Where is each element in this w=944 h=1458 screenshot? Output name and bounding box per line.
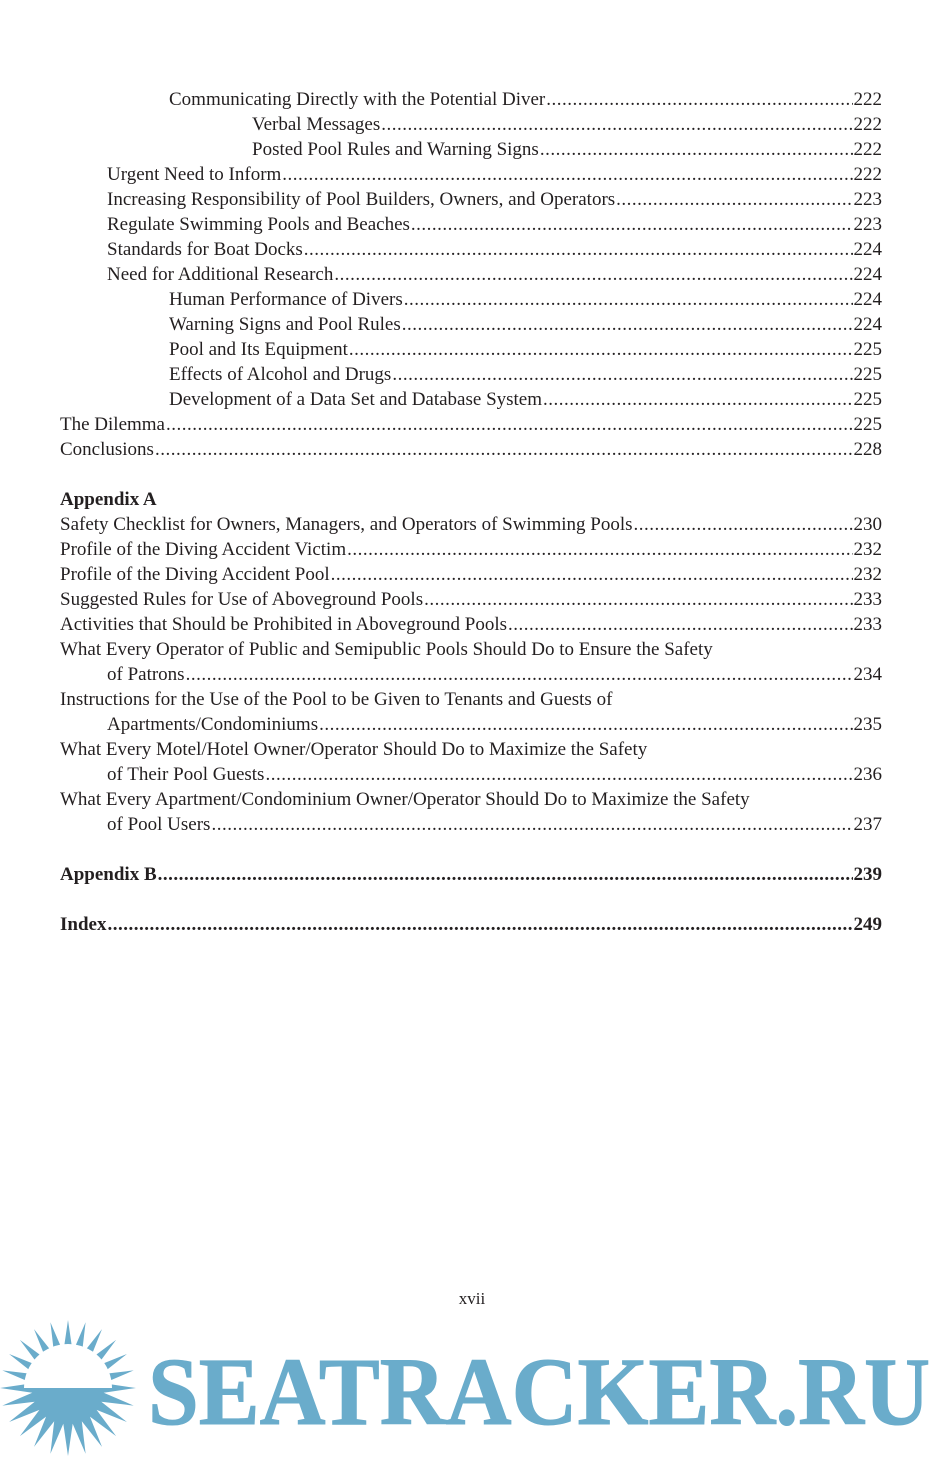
- dot-leader: [402, 312, 853, 337]
- toc-entry-title: Appendix A: [60, 489, 157, 510]
- toc-entry-page: 237: [853, 814, 882, 835]
- toc-entry[interactable]: [0, 637, 882, 662]
- toc-entry[interactable]: [0, 137, 882, 162]
- toc-entry[interactable]: [0, 612, 882, 637]
- watermark-logo: [0, 1318, 944, 1458]
- toc-entry[interactable]: [0, 487, 882, 512]
- toc-entry[interactable]: [0, 412, 882, 437]
- toc-entry[interactable]: [0, 262, 882, 287]
- dot-leader: [349, 337, 853, 362]
- toc-entry[interactable]: [0, 212, 882, 237]
- toc-entry-page: 224: [853, 289, 882, 310]
- dot-leader: [282, 162, 852, 187]
- dot-leader: [166, 412, 853, 437]
- dot-leader: [540, 137, 853, 162]
- dot-leader: [411, 212, 853, 237]
- watermark-text: SEATRACKER.RU: [148, 1338, 930, 1445]
- toc-entry-title: What Every Apartment/Condominium Owner/Operator Should Do to Maximize the Safety: [60, 789, 750, 810]
- toc-entry[interactable]: [0, 862, 882, 887]
- toc-entry-title: Need for Additional Research: [107, 264, 334, 285]
- toc-entry-title: Posted Pool Rules and Warning Signs: [252, 139, 539, 160]
- toc-entry-page: 224: [853, 264, 882, 285]
- toc-entry-title: Index: [60, 914, 107, 935]
- toc-entry[interactable]: [0, 87, 882, 112]
- toc-entry[interactable]: [0, 437, 882, 462]
- toc-entry-title: Warning Signs and Pool Rules: [169, 314, 401, 335]
- toc-entry[interactable]: [0, 687, 882, 712]
- toc-entry[interactable]: [0, 662, 882, 687]
- toc-entry-page: 223: [853, 214, 882, 235]
- toc-entry-page: 222: [853, 164, 882, 185]
- toc-entry-title: The Dilemma: [60, 414, 165, 435]
- toc-entry[interactable]: [0, 762, 882, 787]
- dot-leader: [319, 712, 852, 737]
- toc-entry-page: 228: [853, 439, 882, 460]
- toc-entry-title: of Their Pool Guests: [107, 764, 265, 785]
- toc-entry-page: 222: [853, 114, 882, 135]
- dot-leader: [392, 362, 852, 387]
- dot-leader: [634, 512, 853, 537]
- toc-entry-page: 239: [853, 864, 882, 885]
- toc-entry-title: Appendix B: [60, 864, 157, 885]
- toc-entry[interactable]: [0, 312, 882, 337]
- toc-entry[interactable]: [0, 187, 882, 212]
- dot-leader: [107, 912, 852, 937]
- toc-entry-page: 232: [853, 539, 882, 560]
- toc-entry[interactable]: [0, 812, 882, 837]
- dot-leader: [158, 862, 853, 887]
- toc-entry-page: 225: [853, 339, 882, 360]
- dot-leader: [543, 387, 852, 412]
- dot-leader: [616, 187, 852, 212]
- toc-entry-page: 249: [853, 914, 882, 935]
- dot-leader: [304, 237, 853, 262]
- toc-entry-title: Profile of the Diving Accident Victim: [60, 539, 347, 560]
- toc-entry[interactable]: [0, 287, 882, 312]
- toc-entry-title: Urgent Need to Inform: [107, 164, 282, 185]
- dot-leader: [347, 537, 852, 562]
- toc-entry-title: Activities that Should be Prohibited in Aboveground Pools: [60, 614, 508, 635]
- toc-entry-title: Human Performance of Divers: [169, 289, 403, 310]
- toc-entry-page: 232: [853, 564, 882, 585]
- toc-entry-title: of Pool Users: [107, 814, 211, 835]
- toc-entry-title: Instructions for the Use of the Pool to be Given to Tenants and Guests of: [60, 689, 613, 710]
- page-number: xvii: [458, 1289, 486, 1308]
- toc-entry-title: Effects of Alcohol and Drugs: [169, 364, 392, 385]
- toc-entry-page: 225: [853, 414, 882, 435]
- toc-entry-page: 235: [853, 714, 882, 735]
- dot-leader: [186, 662, 853, 687]
- dot-leader: [265, 762, 852, 787]
- toc-entry-page: 234: [853, 664, 882, 685]
- toc-entry-title: Pool and Its Equipment: [169, 339, 348, 360]
- toc-entry[interactable]: [0, 362, 882, 387]
- toc-entry[interactable]: [0, 787, 882, 812]
- toc-entry[interactable]: [0, 737, 882, 762]
- toc-entry-title: What Every Motel/Hotel Owner/Operator Should Do to Maximize the Safety: [60, 739, 648, 760]
- toc-entry-title: Communicating Directly with the Potential Diver: [169, 89, 546, 110]
- toc-entry-page: 224: [853, 314, 882, 335]
- toc-entry[interactable]: [0, 537, 882, 562]
- toc-entry-title: Regulate Swimming Pools and Beaches: [107, 214, 410, 235]
- dot-leader: [155, 437, 853, 462]
- toc-entry[interactable]: [0, 587, 882, 612]
- dot-leader: [424, 587, 852, 612]
- toc-entry[interactable]: [0, 387, 882, 412]
- toc-entry-title: What Every Operator of Public and Semipublic Pools Should Do to Ensure the Safety: [60, 639, 713, 660]
- toc-entry-page: 225: [853, 389, 882, 410]
- sun-icon: [0, 1320, 136, 1456]
- toc-entry-title: Safety Checklist for Owners, Managers, and Operators of Swimming Pools: [60, 514, 633, 535]
- dot-leader: [331, 562, 853, 587]
- toc-entry-title: Verbal Messages: [252, 114, 381, 135]
- dot-leader: [404, 287, 853, 312]
- toc-entry-page: 222: [853, 89, 882, 110]
- toc-entry-page: 230: [853, 514, 882, 535]
- toc-entry-page: 224: [853, 239, 882, 260]
- toc-entry-title: of Patrons: [107, 664, 185, 685]
- toc-entry-page: 233: [853, 614, 882, 635]
- toc-entry[interactable]: [0, 912, 882, 937]
- toc-entry-title: Conclusions: [60, 439, 154, 460]
- toc-entry-title: Profile of the Diving Accident Pool: [60, 564, 330, 585]
- toc-entry-page: 236: [853, 764, 882, 785]
- toc-entry[interactable]: [0, 562, 882, 587]
- toc-entry[interactable]: [0, 712, 882, 737]
- dot-leader: [334, 262, 852, 287]
- toc-entry-page: 223: [853, 189, 882, 210]
- toc-entry[interactable]: [0, 162, 882, 187]
- toc-entry-title: Suggested Rules for Use of Aboveground Pools: [60, 589, 424, 610]
- toc-entry-title: Standards for Boat Docks: [107, 239, 303, 260]
- toc-entry[interactable]: [0, 237, 882, 262]
- toc-entry-title: Increasing Responsibility of Pool Builders, Owners, and Operators: [107, 189, 616, 210]
- dot-leader: [546, 87, 852, 112]
- dot-leader: [211, 812, 852, 837]
- toc-entry-page: 233: [853, 589, 882, 610]
- toc-entry[interactable]: [0, 512, 882, 537]
- dot-leader: [381, 112, 852, 137]
- toc-entry-page: 225: [853, 364, 882, 385]
- toc-entry[interactable]: [0, 112, 882, 137]
- dot-leader: [508, 612, 852, 637]
- toc-entry-page: 222: [853, 139, 882, 160]
- toc-entry[interactable]: [0, 337, 882, 362]
- toc-entry-title: Development of a Data Set and Database System: [169, 389, 543, 410]
- toc-entry-title: Apartments/Condominiums: [107, 714, 319, 735]
